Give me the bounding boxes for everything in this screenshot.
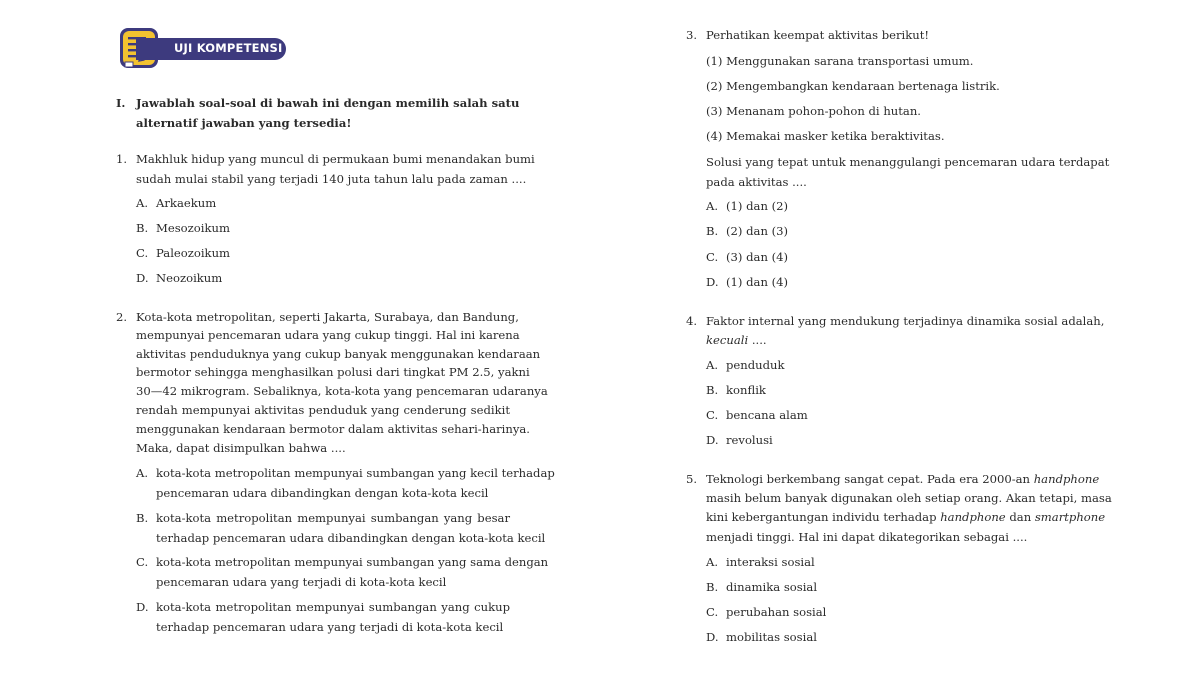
option-d[interactable]	[136, 271, 222, 285]
option-text: Arkaekum	[156, 196, 217, 210]
question-text-line	[706, 333, 767, 347]
option-text: bencana alam	[726, 408, 808, 422]
question-text-line: Solusi yang tepat untuk menanggulangi pencemaran udara terdapat	[706, 155, 1110, 169]
option-text-line: pencemaran udara yang terjadi di kota-kota kecil	[156, 575, 447, 589]
option-letter: C.	[706, 250, 719, 264]
option-letter: D.	[136, 271, 149, 285]
option-a[interactable]	[136, 196, 216, 210]
option-letter: C.	[706, 408, 719, 422]
option-a[interactable]	[706, 555, 815, 569]
option-text-line: kota-kota metropolitan mempunyai sumbangan yang kecil terhadap	[156, 466, 555, 480]
activity-item: (4) Memakai masker ketika beraktivitas.	[706, 129, 945, 143]
question-number: 1.	[116, 152, 128, 166]
text-fragment: kini kebergantungan individu terhadap	[706, 510, 941, 524]
option-letter: A.	[136, 196, 149, 210]
option-text: revolusi	[726, 433, 773, 447]
option-letter: D.	[136, 600, 149, 614]
section-instruction-line-1: Jawablah soal-soal di bawah ini dengan memilih salah satu	[136, 96, 520, 110]
question-text-line: mempunyai pencemaran udara yang cukup tinggi. Hal ini karena	[136, 328, 520, 342]
option-text: dinamika sosial	[726, 580, 818, 594]
option-text-line: kota-kota metropolitan mempunyai sumbangan yang sama dengan	[156, 555, 549, 569]
italic-word: handphone	[1033, 472, 1100, 486]
option-d[interactable]	[706, 433, 773, 447]
activity-item: (2) Mengembangkan kendaraan bertenaga listrik.	[706, 79, 1000, 93]
option-text: Neozoikum	[156, 271, 223, 285]
option-text-line: kota-kota metropolitan mempunyai sumbangan yang besar	[156, 511, 510, 525]
option-text: (2) dan (3)	[726, 224, 789, 238]
section-instruction-line-2: alternatif jawaban yang tersedia!	[136, 116, 352, 130]
option-text: penduduk	[726, 358, 785, 372]
option-c[interactable]	[706, 250, 788, 264]
text-fragment: ....	[748, 333, 767, 347]
option-letter: C.	[706, 605, 719, 619]
question-text-line: menjadi tinggi. Hal ini dapat dikategorikan sebagai ....	[706, 530, 1028, 544]
question-intro: Perhatikan keempat aktivitas berikut!	[706, 28, 930, 42]
italic-word: smartphone	[1034, 510, 1106, 524]
italic-word: kecuali	[706, 333, 749, 347]
option-text: (3) dan (4)	[726, 250, 789, 264]
question-number: 2.	[116, 310, 128, 324]
option-letter: B.	[706, 224, 719, 238]
question-number: 3.	[686, 28, 698, 42]
question-text-line: Makhluk hidup yang muncul di permukaan bumi menandakan bumi	[136, 152, 535, 166]
option-text: (1) dan (4)	[726, 275, 789, 289]
option-text-line: kota-kota metropolitan mempunyai sumbangan yang cukup	[156, 600, 510, 614]
activity-item: (3) Menanam pohon-pohon di hutan.	[706, 104, 921, 118]
question-text-line: rendah mempunyai aktivitas penduduk yang cenderung sedikit	[136, 403, 510, 417]
option-text: (1) dan (2)	[726, 199, 789, 213]
option-text-line: terhadap pencemaran udara yang terjadi di kota-kota kecil	[156, 620, 504, 634]
question-text-line: aktivitas penduduknya yang cukup banyak menggunakan kendaraan	[136, 347, 541, 361]
option-text: interaksi sosial	[726, 555, 815, 569]
question-text-line: Maka, dapat disimpulkan bahwa ....	[136, 441, 346, 455]
section-number: I.	[116, 96, 126, 110]
text-fragment: Teknologi berkembang sangat cepat. Pada era 2000-an	[706, 472, 1034, 486]
option-text: mobilitas sosial	[726, 630, 817, 644]
question-text-line: masih belum banyak digunakan oleh setiap orang. Akan tetapi, masa	[706, 491, 1112, 505]
question-text-line: 30—42 mikrogram. Sebaliknya, kota-kota yang pencemaran udaranya	[136, 384, 548, 398]
option-a[interactable]	[706, 199, 788, 213]
option-letter: C.	[136, 555, 149, 569]
option-c[interactable]	[706, 605, 826, 619]
page-title: UJI KOMPETENSI	[174, 41, 283, 55]
option-letter: B.	[706, 383, 719, 397]
italic-word: handphone	[940, 510, 1006, 524]
option-b[interactable]	[706, 224, 788, 238]
option-letter: A.	[706, 555, 719, 569]
question-number: 5.	[686, 472, 698, 486]
option-letter: A.	[706, 358, 719, 372]
option-b[interactable]	[136, 221, 230, 235]
option-text-line: pencemaran udara dibandingkan dengan kota-kota kecil	[156, 486, 489, 500]
question-text-line	[706, 510, 1106, 524]
question-text-line: bermotor sehingga menghasilkan polusi dari tingkat PM 2.5, yakni	[136, 365, 530, 379]
question-text-line: Faktor internal yang mendukung terjadinya dinamika sosial adalah,	[706, 314, 1105, 328]
option-b[interactable]	[706, 383, 766, 397]
option-letter: A.	[706, 199, 719, 213]
text-fragment: dan	[1005, 510, 1035, 524]
activity-item: (1) Menggunakan sarana transportasi umum.	[706, 54, 974, 68]
question-text-line: pada aktivitas ....	[706, 175, 807, 189]
option-text: Paleozoikum	[156, 246, 231, 260]
option-letter: D.	[706, 275, 719, 289]
option-letter: D.	[706, 433, 719, 447]
question-text-line	[706, 472, 1100, 486]
option-d[interactable]	[706, 630, 817, 644]
option-letter: B.	[706, 580, 719, 594]
option-d[interactable]	[706, 275, 788, 289]
uji-kompetensi-badge	[118, 26, 288, 70]
option-text-line: terhadap pencemaran udara dibandingkan dengan kota-kota kecil	[156, 531, 546, 545]
option-letter: C.	[136, 246, 149, 260]
question-text-line: Kota-kota metropolitan, seperti Jakarta, Surabaya, dan Bandung,	[136, 310, 519, 324]
option-text: konflik	[726, 383, 766, 397]
question-text-line: sudah mulai stabil yang terjadi 140 juta tahun lalu pada zaman ....	[136, 172, 527, 186]
option-text: perubahan sosial	[726, 605, 827, 619]
option-letter: D.	[706, 630, 719, 644]
option-c[interactable]	[136, 246, 230, 260]
option-letter: B.	[136, 511, 149, 525]
question-text-line: menggunakan kendaraan bermotor dalam aktivitas sehari-harinya.	[136, 422, 530, 436]
option-letter: B.	[136, 221, 149, 235]
option-a[interactable]	[706, 358, 785, 372]
question-number: 4.	[686, 314, 698, 328]
option-b[interactable]	[706, 580, 817, 594]
option-text: Mesozoikum	[156, 221, 230, 235]
option-c[interactable]	[706, 408, 808, 422]
option-letter: A.	[136, 466, 149, 480]
